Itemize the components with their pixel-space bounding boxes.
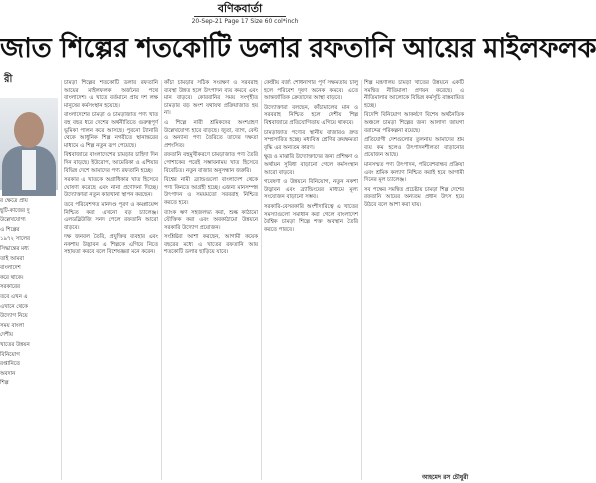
article-byline: রী <box>4 74 13 85</box>
article-paragraph: কাঁচা চামড়ার সঠিক সংরক্ষণ ও সরবরাহ ব্যবস্থা উন্নত হলে উৎপাদন ব্যয় কমবে এবং মান বাড়বে। কোরবানির সময় সংগৃহীত চামড়ার বড় অংশ যথাযথ প্রক্রিয়াজাত হয় না। <box>164 80 258 117</box>
article-paragraph: ছুটি-কাজের দু <box>0 207 30 214</box>
article-column-3 <box>164 80 258 480</box>
article-paragraph: সিদ্ধান্তের মধ্য <box>0 245 29 252</box>
article-paragraph: র ক্ষেত্রে প্রায় <box>0 198 28 204</box>
column-divider <box>61 80 62 480</box>
column-divider <box>261 80 262 480</box>
article-paragraph: উদ্যোগ নিয়ে <box>0 313 28 320</box>
article-column-5 <box>364 80 464 480</box>
article-paragraph: বিনিয়োগ <box>0 351 20 358</box>
author-caption: আহমেদ রস চৌধুরী <box>422 474 469 481</box>
article-paragraph: শিল্প মন্ত্রণালয় চামড়া খাতের উন্নয়নে একটি সমন্বিত নীতিমালা প্রণয়ন করেছে। এ নীতিমালার আলোকে বিভিন্ন কর্মসূচি বাস্তবায়িত হচ্ছে। <box>364 80 464 109</box>
article-paragraph: ক্ষুদ্র ও মাঝারি উদ্যোক্তাদের জন্য প্রশিক্ষণ ও অর্থায়ন সুবিধা বাড়ানো গেলে কর্মসংস্থান আরো বাড়বে। <box>264 154 358 176</box>
author-photo <box>0 98 58 190</box>
article-paragraph: শিল্প <box>0 380 9 387</box>
article-paragraph: বাংলাদেশ <box>0 265 21 272</box>
article-column-1 <box>0 198 58 480</box>
article-paragraph: সংশ্লিষ্টরা আশা করছেন, আগামী কয়েক বছরের মধ্যে এ খাতের রফতানি আয় শতকোটি ডলার ছাড়িয়ে যাবে। <box>164 234 258 256</box>
article-column-4 <box>264 80 358 480</box>
article-paragraph: রপ্তানিতে <box>0 361 20 368</box>
article-paragraph: বিশ্বের নামী ব্র্যান্ডগুলো বাংলাদেশ থেকে পণ্য কিনতে আগ্রহী হচ্ছে। এজন্য মানসম্পন্ন উৎপাদন ও সময়মতো সরবরাহ নিশ্চিত করতে হবে। <box>164 177 258 206</box>
newspaper-masthead: বণিকবার্তা <box>194 2 286 17</box>
article-paragraph: বাংলাদেশের চামড়া ও চামড়াজাত পণ্য খাত বহু বছর ধরে দেশের অর্থনীতিতে গুরুত্বপূর্ণ ভূমিকা পালন করে আসছে। পুরনো ট্যানারি থেকে আধুনিক শিল্প নগরীতে স্থানান্তরের মাধ্যমে এ শিল্প নতুন রূপ পেয়েছে। <box>64 112 158 149</box>
article-paragraph: সময় বাংলা <box>0 322 24 329</box>
column-divider <box>161 80 162 480</box>
article-paragraph: উল্লেখযোগ্য <box>0 217 26 224</box>
article-paragraph: বিশ্ববাজারে বাংলাদেশের চামড়ার চাহিদা দিন দিন বাড়ছে। ইউরোপ, আমেরিকা ও এশিয়ার বিভিন্ন দেশে আমাদের পণ্য রফতানি হচ্ছে। <box>64 152 158 174</box>
article-paragraph: এখানে থেকে <box>0 303 28 310</box>
article-paragraph: দেশীয় <box>0 332 13 339</box>
page-meta-line: 20-Sep-21 Page 17 Size 60 col*inch <box>191 18 299 25</box>
article-paragraph: করে থাকে। <box>0 274 24 281</box>
article-paragraph: সরকার এ খাতকে অগ্রাধিকার খাত হিসেবে ঘোষণা করেছে এবং নানা প্রণোদনা দিচ্ছে। উদ্যোক্তারা নতুন কারখানা স্থাপন করছেন। <box>64 177 158 199</box>
article-paragraph: চামড়াজাত পণ্যের স্থানীয় বাজারও দ্রুত সম্প্রসারিত হচ্ছে। মধ্যবিত্ত শ্রেণির ক্রয়ক্ষমতা বৃদ্ধি এর অন্যতম কারণ। <box>264 129 358 151</box>
article-paragraph: এ শিল্পের <box>0 226 20 233</box>
article-paragraph: চামড়া শিল্পের শতকোটি ডলার রফতানি আয়ের মাইলফলক অর্জনের পথে বাংলাদেশ। এ খাতে বর্তমানে প্রায় দশ লক্ষ মানুষের কর্মসংস্থান হয়েছে। <box>64 80 158 109</box>
article-paragraph: ১৯৭২ সালের <box>0 236 30 243</box>
article-headline: জাত শিল্পের শতকোটি ডলার রফতানি আয়ের মাইলফলক <box>0 33 596 64</box>
article-paragraph: ব্যাংক ঋণ সহজলভ্য করা, শুল্ক কাঠামো যৌক্তিক করা এবং অবকাঠামো উন্নয়নে সরকারি উদ্যোগ প্রয়োজন। <box>164 209 258 231</box>
article-paragraph: সরকারের <box>0 284 20 291</box>
article-paragraph: দক্ষ জনবল তৈরি, প্রযুক্তির ব্যবহার এবং নকশায় উদ্ভাবন এ শিল্পকে এগিয়ে নিতে সহায়তা করবে বলে বিশেষজ্ঞরা মনে করেন। <box>64 234 158 256</box>
article-paragraph: তাই আমরা <box>0 255 24 262</box>
article-paragraph: উদ্যোক্তারা বলছেন, কাঁচামালের মান ও সরবরাহ নিশ্চিত হলে দেশীয় শিল্প বিশ্ববাজারে প্রতিযোগিতায় এগিয়ে থাকবে। <box>264 104 358 126</box>
article-paragraph: প্রতিযোগী দেশগুলোর তুলনায় আমাদের শ্রম ব্যয় কম হলেও উৎপাদনশীলতা বাড়ানোর প্রয়োজন আছে। <box>364 137 464 159</box>
article-paragraph: তবে পরিবেশগত মানদণ্ড পূরণ ও কমপ্লায়েন্স নিশ্চিত করা এখনো বড় চ্যালেঞ্জ। এলডব্লিউজি সনদ পেলে রফতানি আরো বাড়বে। <box>64 201 158 231</box>
article-paragraph: গবেষণা ও উন্নয়নে বিনিয়োগ, নতুন নকশা উদ্ভাবন এবং ব্র্যান্ডিংয়ের মাধ্যমে মূল্য সংযোজন বাড়ানো সম্ভব। <box>264 179 358 201</box>
article-paragraph: মানসম্মত পণ্য উৎপাদন, পরিবেশবান্ধব প্রক্রিয়া এবং শ্রমিক কল্যাণ নিশ্চিত করাই হবে আগামী দিনের মূল চ্যালেঞ্জ। <box>364 161 464 184</box>
article-paragraph: রফতানি বহুমুখীকরণে চামড়াজাত পণ্য তৈরি পোশাকের পরেই সম্ভাবনাময় খাত হিসেবে বিবেচিত। নতুন বাজার অনুসন্ধান জরুরি। <box>164 152 258 174</box>
article-column-2 <box>64 80 158 480</box>
article-paragraph: কেন্দ্রীয় বর্জ্য শোধনাগার পূর্ণ সক্ষমতায় চালু হলে পরিবেশ দূষণ অনেক কমবে। এতে আন্তর্জাতিক ক্রেতাদের আস্থা বাড়বে। <box>264 80 358 102</box>
article-paragraph: খাতের উন্নয়ন <box>0 341 30 348</box>
column-divider <box>361 80 362 480</box>
article-paragraph: সব পক্ষের সমন্বিত প্রচেষ্টায় চামড়া শিল্প দেশের রফতানি আয়ের অন্যতম প্রধান উৎস হয়ে উঠবে বলে আশা করা যায়। <box>364 186 464 208</box>
article-paragraph: এ শিল্পে নারী শ্রমিকদের অংশগ্রহণ উল্লেখযোগ্য হারে বাড়ছে। জুতা, ব্যাগ, বেল্ট ও অন্যান্য পণ্য তৈরিতে তাদের দক্ষতা প্রশংসিত। <box>164 119 258 149</box>
article-paragraph: সরকারি-বেসরকারি অংশীদারিত্বে এ খাতের সমস্যাগুলো সমাধান করা গেলে বাংলাদেশ বৈশ্বিক চামড়া শিল্পে শক্ত অবস্থান তৈরি করতে পারবে। <box>264 203 358 233</box>
article-paragraph: অবদান <box>0 370 16 377</box>
article-paragraph: তবে এখন এ <box>0 293 28 300</box>
article-paragraph: বিদেশি বিনিয়োগ আকর্ষণে বিশেষ অর্থনৈতিক অঞ্চলে চামড়া শিল্পের জন্য আলাদা জায়গা বরাদ্দের পরিকল্পনা রয়েছে। <box>364 112 464 134</box>
